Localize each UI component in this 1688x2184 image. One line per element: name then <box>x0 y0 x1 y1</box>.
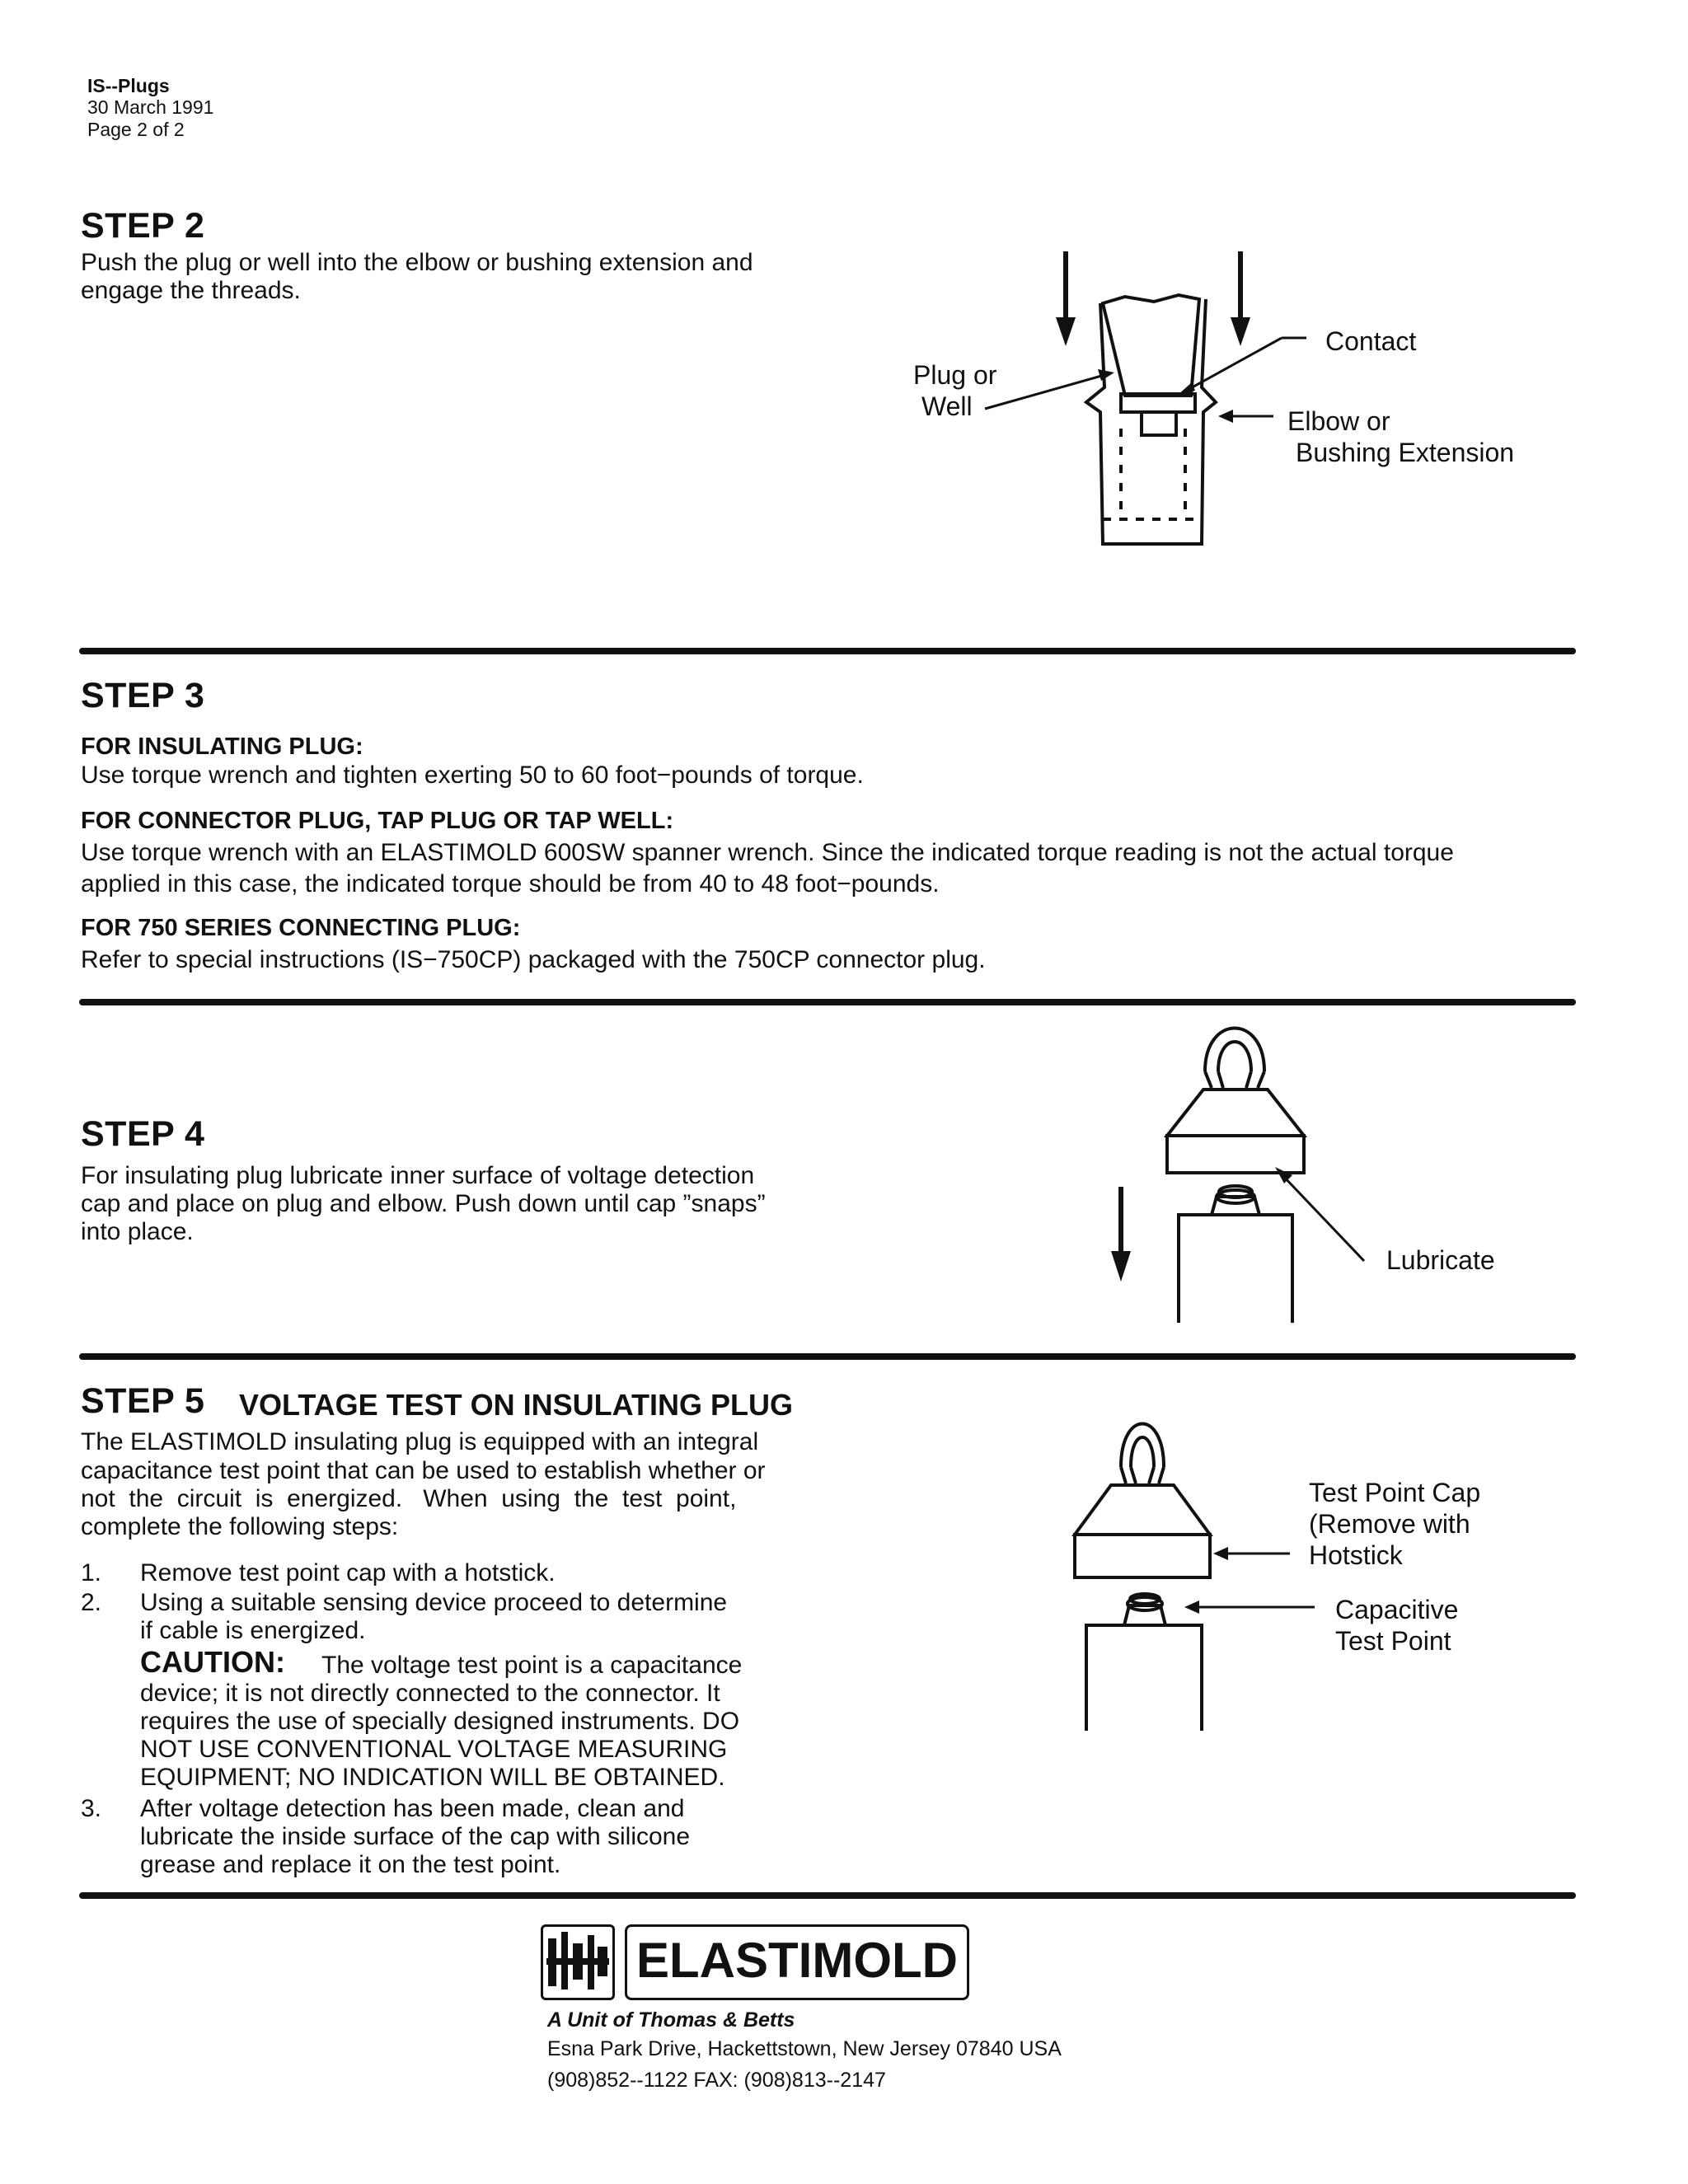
page-number: Page 2 of 2 <box>87 119 185 140</box>
label-cap-line1: Test Point Cap <box>1309 1478 1481 1507</box>
label-plug-line2: Well <box>921 391 973 421</box>
series-text: Refer to special instructions (IS−750CP) packaged with the 750CP connector plug. <box>81 946 986 973</box>
label-plug-line1: Plug or <box>913 360 997 390</box>
elastimold-logo-mark <box>541 1924 615 2000</box>
step3-title: STEP 3 <box>81 676 205 715</box>
list-item-number: 2. <box>81 1589 102 1616</box>
step4-text-line3: into place. <box>81 1218 194 1245</box>
list-item-text: if cable is energized. <box>140 1617 366 1644</box>
caution-text-line4: NOT USE CONVENTIONAL VOLTAGE MEASURING <box>140 1736 728 1763</box>
list-item-text: After voltage detection has been made, clean and <box>140 1795 685 1822</box>
step5-title: STEP 5 <box>81 1381 205 1421</box>
caution-label: CAUTION: <box>140 1645 285 1679</box>
step5-intro-line1: The ELASTIMOLD insulating plug is equipped with an integral <box>81 1428 759 1455</box>
label-cap-line2: (Remove with <box>1309 1509 1470 1539</box>
list-item-text: grease and replace it on the test point. <box>140 1851 561 1878</box>
list-item-number: 3. <box>81 1795 102 1822</box>
doc-id: IS--Plugs <box>87 75 170 96</box>
test-point-cap <box>1075 1424 1210 1578</box>
brand-name: ELASTIMOLD <box>636 1933 958 1988</box>
connector-heading: FOR CONNECTOR PLUG, TAP PLUG OR TAP WELL: <box>81 808 674 834</box>
step2-text-line2: engage the threads. <box>81 277 301 304</box>
label-contact: Contact <box>1325 326 1417 356</box>
step2-text-line1: Push the plug or well into the elbow or bushing extension and <box>81 249 753 276</box>
capacitive-test-point <box>1086 1594 1202 1731</box>
caution-text-line1: The voltage test point is a capacitance <box>321 1652 743 1679</box>
caution-text-line5: EQUIPMENT; NO INDICATION WILL BE OBTAINED. <box>140 1764 725 1791</box>
label-elbow-line2: Bushing Extension <box>1296 438 1515 467</box>
series-heading: FOR 750 SERIES CONNECTING PLUG: <box>81 915 521 941</box>
company-unit: A Unit of Thomas & Betts <box>547 2008 795 2032</box>
label-cap-line3: Hotstick <box>1309 1540 1403 1570</box>
doc-date: 30 March 1991 <box>87 96 214 118</box>
step4-text-line1: For insulating plug lubricate inner surface of voltage detection <box>81 1162 755 1189</box>
insulating-text: Use torque wrench and tighten exerting 50 to 60 foot−pounds of torque. <box>81 762 864 789</box>
connector-text-line1: Use torque wrench with an ELASTIMOLD 600SW spanner wrench. Since the indicated torque reading is not the actual torque <box>81 839 1454 866</box>
step5-intro-line4: complete the following steps: <box>81 1513 399 1540</box>
step5-intro-line2: capacitance test point that can be used to establish whether or <box>81 1457 766 1484</box>
step4-text-line2: cap and place on plug and elbow. Push down until cap ”snaps” <box>81 1190 766 1217</box>
list-item-number: 1. <box>81 1559 102 1586</box>
step5-subtitle: VOLTAGE TEST ON INSULATING PLUG <box>239 1388 793 1422</box>
list-item-text: Remove test point cap with a hotstick. <box>140 1559 556 1586</box>
list-item-text: Using a suitable sensing device proceed to determine <box>140 1589 728 1616</box>
label-elbow-line1: Elbow or <box>1287 406 1390 436</box>
connector-logo-icon <box>543 1927 612 1998</box>
company-phone: (908)852--1122 FAX: (908)813--2147 <box>547 2069 886 2092</box>
step2-title: STEP 2 <box>81 206 205 246</box>
label-point-line2: Test Point <box>1335 1626 1451 1656</box>
caution-text-line3: requires the use of specially designed instruments. DO <box>140 1708 740 1735</box>
label-point-line1: Capacitive <box>1335 1595 1459 1624</box>
step4-title: STEP 4 <box>81 1114 205 1154</box>
step5-intro-line3: not the circuit is energized. When using the test point, <box>81 1485 737 1512</box>
caution-text-line2: device; it is not directly connected to the connector. It <box>140 1680 720 1707</box>
label-lubricate: Lubricate <box>1386 1245 1495 1275</box>
list-item-text: lubricate the inside surface of the cap with silicone <box>140 1823 691 1850</box>
insulating-heading: FOR INSULATING PLUG: <box>81 733 363 760</box>
company-address: Esna Park Drive, Hackettstown, New Jersey 07840 USA <box>547 2037 1062 2060</box>
divider <box>79 1892 1576 1899</box>
connector-text-line2: applied in this case, the indicated torque should be from 40 to 48 foot−pounds. <box>81 870 940 898</box>
